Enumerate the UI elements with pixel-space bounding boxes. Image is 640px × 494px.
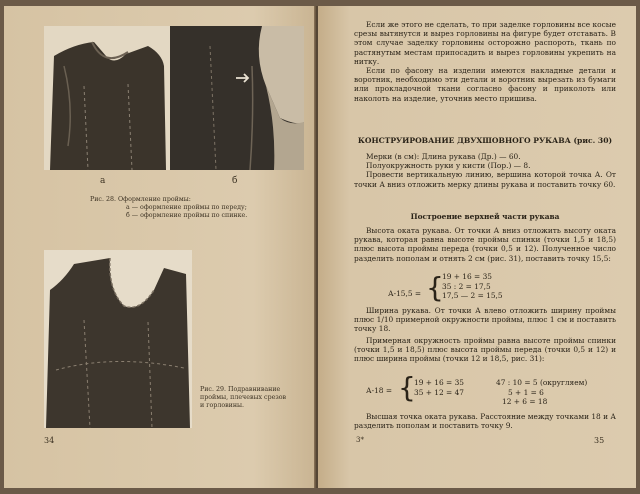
right-page [318, 6, 636, 488]
figure-28a-photo [44, 26, 170, 170]
figure-29-caption: Рис. 29. Подравнивание проймы, плечевых срезов и горловины. [200, 386, 287, 409]
formula-2-left: 19 + 16 = 35 35 + 12 = 47 [414, 378, 464, 397]
section-heading: КОНСТРУИРОВАНИЕ ДВУХШОВНОГО РУКАВА (рис. 30) [357, 136, 613, 145]
formula-1-lines: 19 + 16 = 35 35 : 2 = 17,5 17,5 — 2 = 15,5 [442, 272, 503, 300]
formula-2-label: А-18 = [366, 386, 393, 395]
figure-29-photo [44, 250, 192, 428]
figure-28a-label: а [100, 176, 106, 186]
formula-2-brace: { [398, 371, 416, 404]
intro-paragraph-1: Если же этого не сделать, то при заделке горловины все косые срезы вытянутся и вырез горловины на фигуре будет отставать. В этом случае заделку горловины осторожно распороть, ткань по растянутым местам припосадить и вырез горловины укрепить на нитку. [354, 20, 616, 66]
armhole-circumference-paragraph: Примерная окружность проймы равна высоте проймы спинки (точки 1,5 и 18,5) плюс высота проймы переда (точки 0,5 и 12) и плюс ширина проймы (точки 12 и 18,5, рис. 31): [354, 336, 616, 364]
sleeve-width-paragraph: Ширина рукава. От точки А влево отложить ширину проймы плюс 1/10 примерной окружности проймы, плюс 1 см и поставить точку 18. [354, 306, 616, 334]
intro-paragraph-2: Если по фасону на изделии имеются накладные детали и воротник, необходимо эти детали и воротник вырезать из бумаги или прокладочной ткани согласно фасону и приколоть или наколоть на изделие, уточнив место пришива. [354, 66, 616, 103]
printer-signature: 3* [356, 436, 364, 444]
figure-28-caption: Рис. 28. Оформление проймы: а — оформление проймы по переду; б — оформление проймы по спинке. [90, 196, 248, 219]
right-page-number: 35 [594, 436, 605, 445]
subsection-heading: Построение верхней части рукава [410, 212, 560, 221]
figure-28b-label: б [232, 176, 238, 186]
intro-text [354, 20, 616, 103]
sleeve-height-paragraph: Высота оката рукава. От точки А вниз отложить высоту оката рукава, которая равна высоте проймы спинки (точки 1,5 и 18,5) плюс высота проймы переда (точки 0,5 и 12). Полученное число разделить пополам и отнять 2 см (рис. 31), поставить точку 15,5: [354, 226, 616, 263]
figure-28b-photo [170, 26, 304, 170]
formula-1-label: А-15,5 = [388, 289, 422, 298]
left-page [4, 6, 316, 488]
sleeve-top-paragraph: Высшая точка оката рукава. Расстояние между точками 18 и А разделить пополам и поставить точку 9. [354, 412, 616, 431]
measures-block: Мерки (в см): Длина рукава (Др.) — 60. Полуокружность руки у кисти (Пор.) — 8. Провести вертикальную линию, вершина которой точка А. От точки А вниз отложить мерку длины рукава и поставить точку 60. [354, 152, 616, 189]
left-page-number: 34 [44, 436, 55, 445]
vertical-line-paragraph: Провести вертикальную линию, вершина которой точка А. От точки А вниз отложить мерку длины рукава и поставить точку 60. [354, 170, 616, 189]
formula-2-right: 47 : 10 = 5 (округляем) 5 + 1 = 6 12 + 6 = 18 [496, 378, 588, 406]
formula-1-brace: { [426, 271, 444, 304]
